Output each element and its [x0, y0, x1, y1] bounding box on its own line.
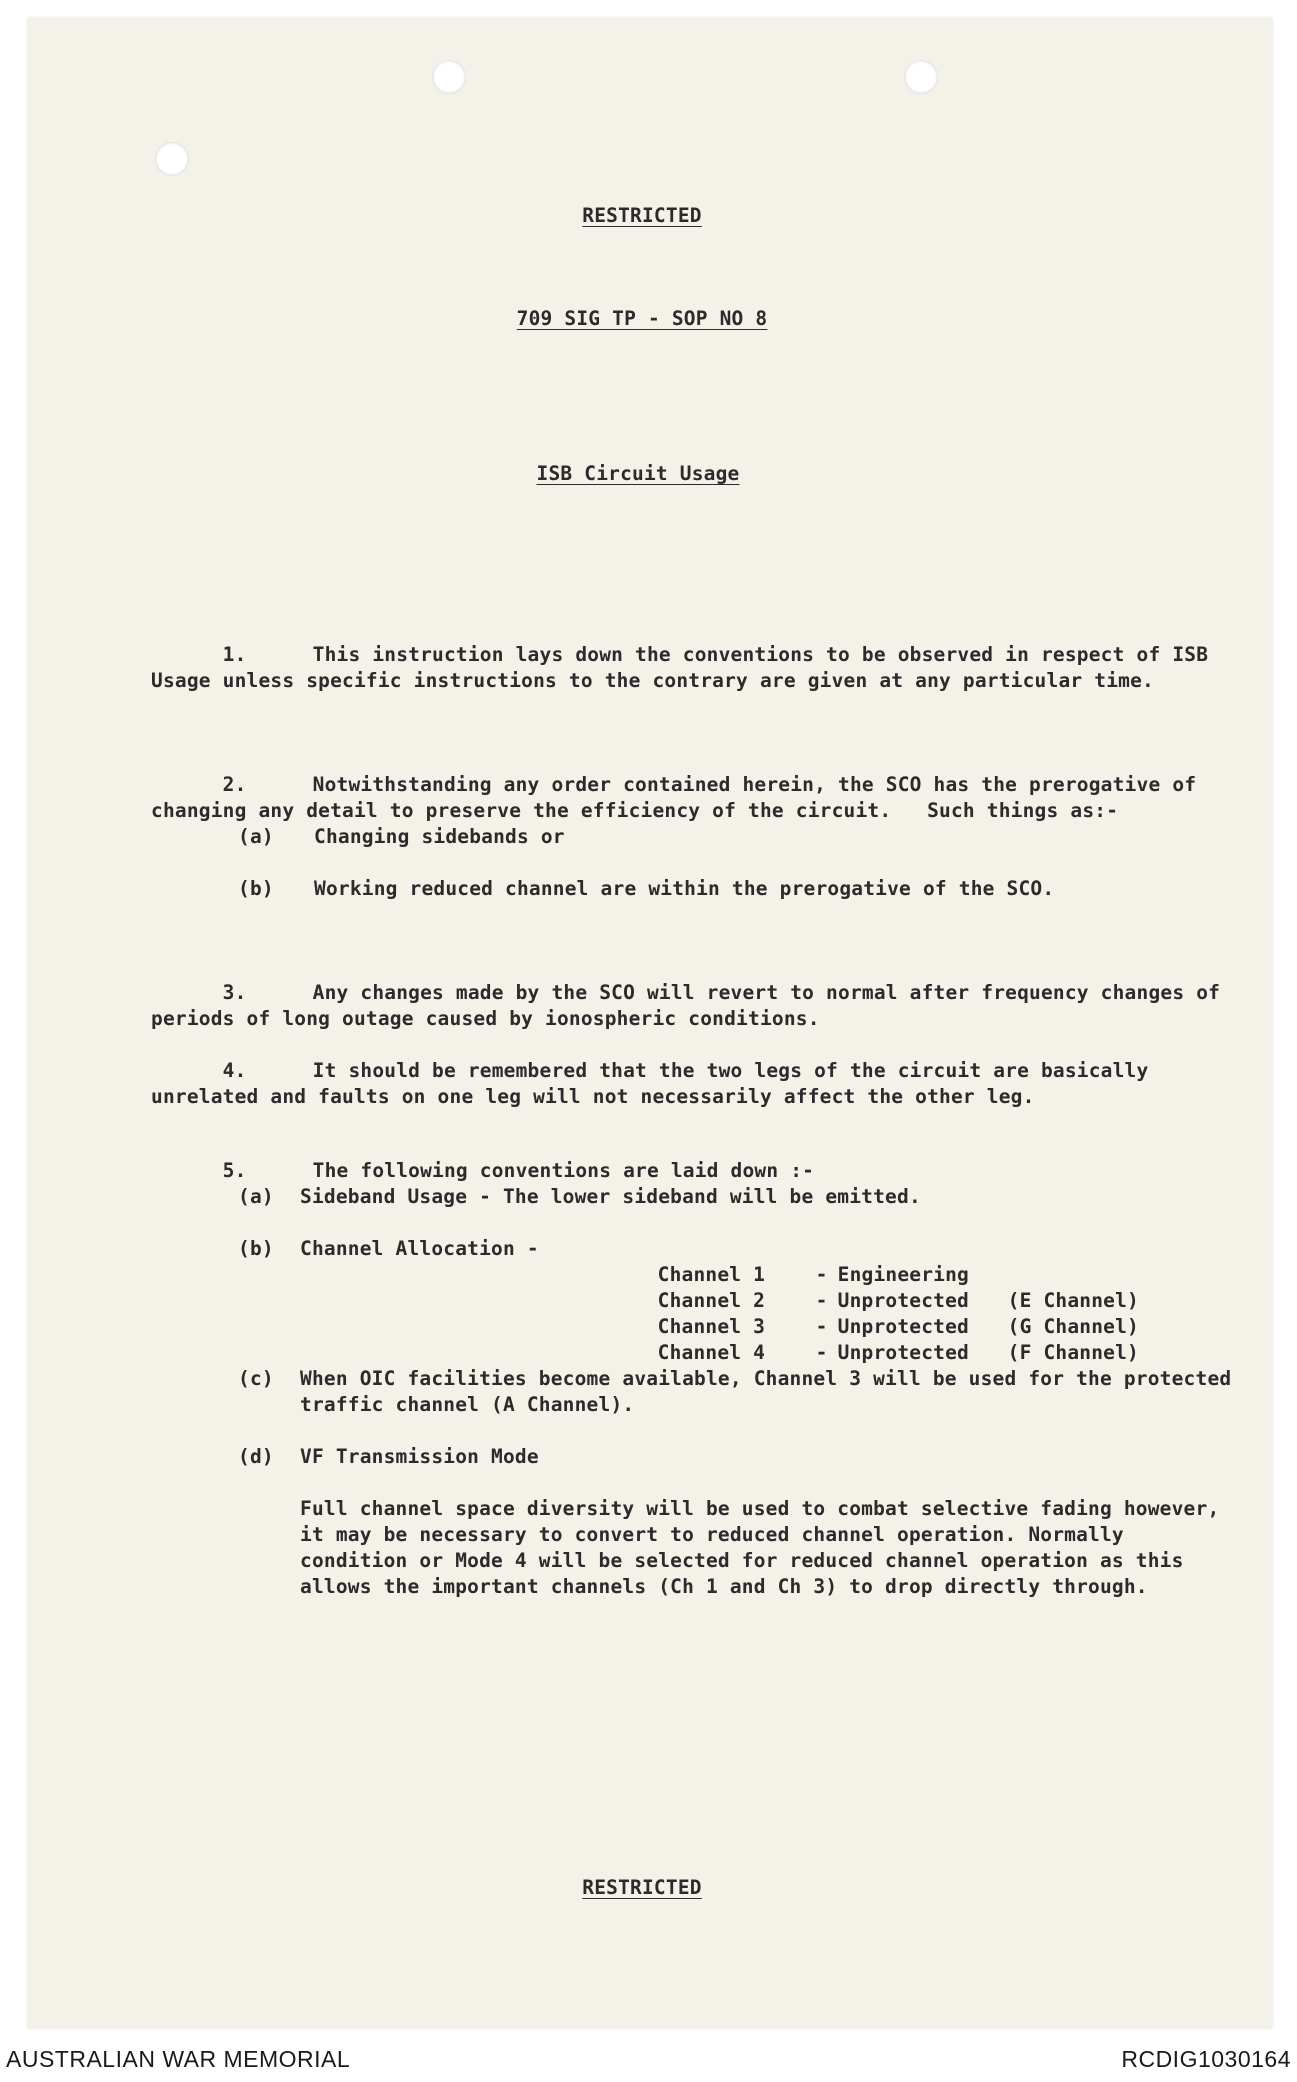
channel-name: Channel 1 — [657, 1263, 766, 1286]
paragraph-4 — [151, 1032, 1241, 1136]
item-text: When OIC facilities become available, Channel 3 will be used for the protected traffic channel (A Channel). — [300, 1367, 1232, 1416]
paragraph-number: 3. — [222, 981, 247, 1004]
punch-hole — [155, 142, 189, 176]
channel-status: Unprotected — [837, 1315, 969, 1338]
para5-item-d-body: Full channel space diversity will be used to combat selective fading however, it may be necessary to convert to reduced channel operation. Normally condition or Mode 4 will be selected for reduced channel operation as this allows the important channels (Ch 1 and Ch 3) to drop directly through. — [300, 1497, 1220, 1598]
channel-status: Unprotected — [837, 1341, 969, 1364]
item-heading: VF Transmission Mode — [300, 1445, 539, 1468]
paragraph-number: 5. — [222, 1159, 247, 1182]
para5-item-c — [238, 1366, 1238, 1418]
channel-name: Channel 4 — [657, 1341, 766, 1364]
channel-note: (F Channel) — [1007, 1341, 1139, 1364]
channel-name: Channel 2 — [657, 1289, 766, 1312]
item-letter: (d) — [238, 1445, 274, 1468]
para5-item-a — [238, 1184, 1238, 1210]
paragraph-text: Notwithstanding any order contained herein, the SCO has the prerogative of changing any detail to preserve the efficiency of the circuit. Such things as:- — [151, 773, 1209, 822]
para2-item-b — [238, 876, 1238, 902]
para5-item-d — [238, 1444, 1238, 1470]
channel-dash: - — [815, 1315, 828, 1338]
para2-item-a — [238, 824, 1238, 850]
footer-left: AUSTRALIAN WAR MEMORIAL — [6, 2046, 351, 2072]
document-reference: 709 SIG TP - SOP NO 8 — [516, 307, 768, 330]
item-letter: (b) — [238, 877, 274, 900]
paragraph-text: It should be remembered that the two legs of the circuit are basically unrelated and faults on one leg will not necessarily affect the other leg. — [151, 1059, 1161, 1108]
paragraph-text: The following conventions are laid down :- — [312, 1159, 815, 1182]
channel-status: Engineering — [837, 1263, 969, 1286]
paragraph-number: 4. — [222, 1059, 247, 1082]
channel-dash: - — [815, 1289, 828, 1312]
document-page — [28, 18, 1272, 2028]
item-letter: (a) — [238, 825, 274, 848]
item-text: Working reduced channel are within the prerogative of the SCO. — [314, 877, 1055, 900]
classification-bottom: RESTRICTED — [582, 1876, 702, 1899]
footer-right: RCDIG1030164 — [1121, 2046, 1291, 2072]
classification-top: RESTRICTED — [582, 204, 702, 227]
item-text: Sideband Usage - The lower sideband will be emitted. — [300, 1185, 921, 1208]
punch-hole — [904, 60, 938, 94]
item-letter: (a) — [238, 1185, 274, 1208]
item-text: Changing sidebands or — [314, 825, 565, 848]
paragraph-text: This instruction lays down the conventions to be observed in respect of ISB Usage unless specific instructions to the contrary are given at any particular time. — [151, 643, 1221, 692]
punch-hole — [432, 60, 466, 94]
channel-name: Channel 3 — [657, 1315, 766, 1338]
item-letter: (c) — [238, 1367, 274, 1390]
channel-note: (E Channel) — [1007, 1289, 1139, 1312]
channel-status: Unprotected — [837, 1289, 969, 1312]
document-title: ISB Circuit Usage — [536, 462, 740, 485]
channel-dash: - — [815, 1263, 828, 1286]
item-label: Channel Allocation - — [300, 1237, 539, 1260]
paragraph-text: Any changes made by the SCO will revert to normal after frequency changes of periods of long outage caused by ionospheric conditions. — [151, 981, 1233, 1030]
channel-dash: - — [815, 1341, 828, 1364]
paragraph-number: 2. — [222, 773, 247, 796]
channel-note: (G Channel) — [1007, 1315, 1139, 1338]
paragraph-1 — [151, 616, 1241, 720]
paragraph-number: 1. — [222, 643, 247, 666]
item-letter: (b) — [238, 1237, 274, 1260]
